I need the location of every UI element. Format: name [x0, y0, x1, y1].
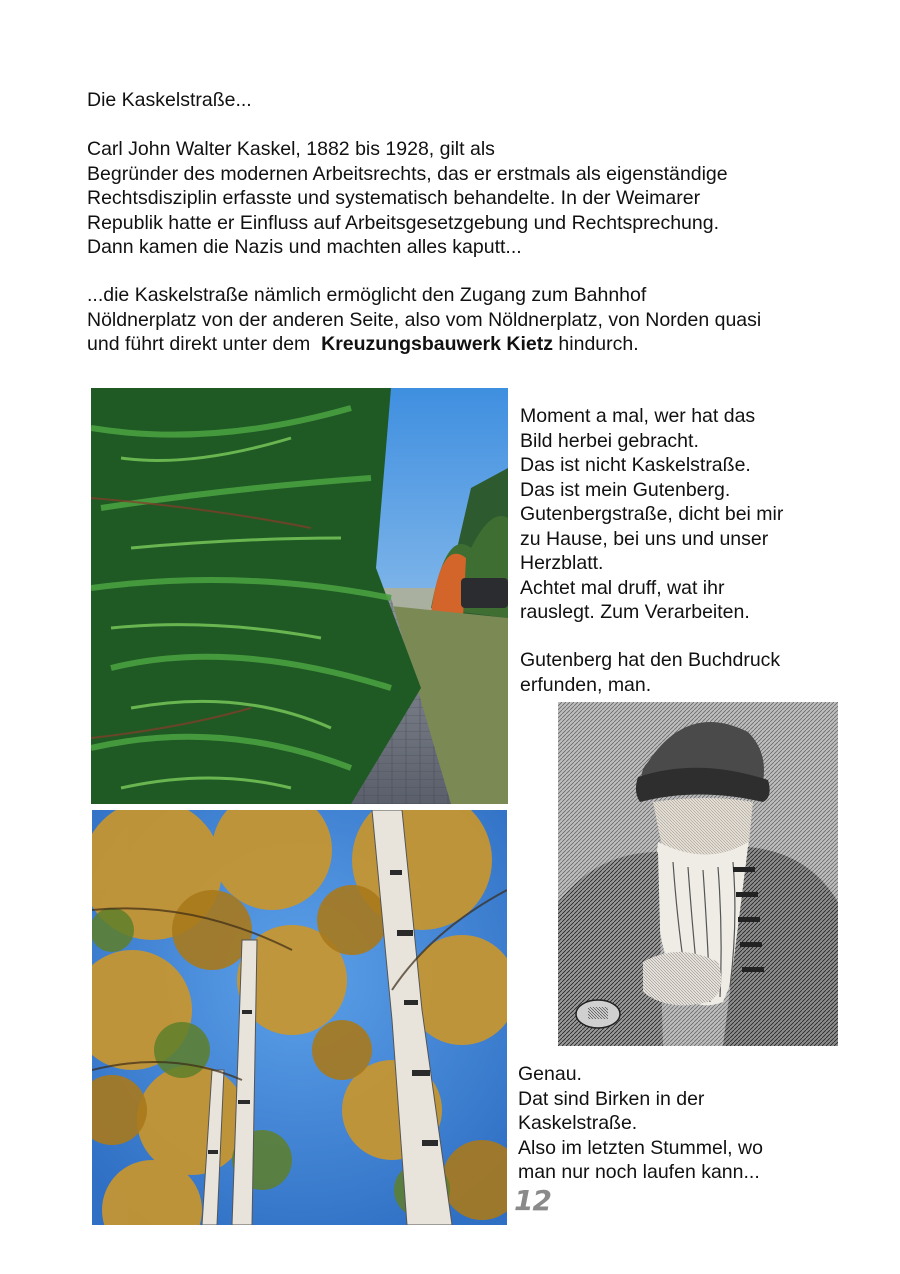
page-heading: Die Kaskelstraße...	[87, 89, 252, 111]
access-paragraph	[87, 283, 761, 357]
aside-line: zu Hause, bei uns und unser	[520, 527, 769, 550]
access-line: Nöldnerplatz von der anderen Seite, also vom Nöldnerplatz, von Norden quasi	[87, 308, 762, 331]
aside-line: man nur noch laufen kann...	[518, 1161, 760, 1183]
intro-line: Carl John Walter Kaskel, 1882 bis 1928, gilt als	[87, 138, 495, 160]
aside-line: Gutenberg hat den Buchdruck	[520, 649, 781, 671]
intro-line: Rechtsdisziplin erfasste und systematisch behandelte. In der Weimarer	[87, 187, 701, 209]
aside-line: Dat sind Birken in der	[518, 1087, 705, 1110]
kreuzungsbauwerk-bold: Kreuzungsbauwerk Kietz	[321, 333, 554, 355]
aside-line: Achtet mal druff, wat ihr	[520, 576, 725, 599]
aside-line: Also im letzten Stummel, wo	[518, 1136, 763, 1159]
aside-line: Das ist nicht Kaskelstraße.	[520, 454, 751, 476]
access-text: und führt direkt unter dem	[87, 333, 322, 355]
aside-line: Bild herbei gebracht.	[520, 429, 699, 452]
aside-line: rauslegt. Zum Verarbeiten.	[520, 601, 750, 623]
aside-line: Kaskelstraße.	[518, 1112, 638, 1134]
aside-line: Das ist mein Gutenberg.	[520, 478, 731, 501]
intro-line: Dann kamen die Nazis und machten alles kaputt...	[87, 236, 522, 258]
page-number: 12	[514, 1184, 551, 1217]
aside-line: erfunden, man.	[520, 673, 652, 696]
aside-gutenberg	[520, 648, 780, 697]
gutenberg-portrait	[558, 702, 838, 1046]
aside-line: Herzblatt.	[520, 552, 604, 574]
access-text: hindurch.	[553, 333, 639, 355]
intro-line: Republik hatte er Einfluss auf Arbeitsgesetzgebung und Rechtsprechung.	[87, 211, 719, 234]
access-line: ...die Kaskelstraße nämlich ermöglicht den Zugang zum Bahnhof	[87, 284, 647, 306]
aside-birken	[518, 1062, 763, 1185]
aside-line: Genau.	[518, 1063, 582, 1085]
hedge-street-photo	[91, 388, 508, 804]
aside-line: Gutenbergstraße, dicht bei mir	[520, 503, 784, 525]
intro-paragraph	[87, 137, 728, 260]
birch-trees-photo	[92, 810, 507, 1225]
access-line	[87, 332, 761, 357]
intro-line: Begründer des modernen Arbeitsrechts, das er erstmals als eigenständige	[87, 162, 728, 185]
aside-moment	[520, 404, 783, 625]
aside-line: Moment a mal, wer hat das	[520, 405, 756, 427]
